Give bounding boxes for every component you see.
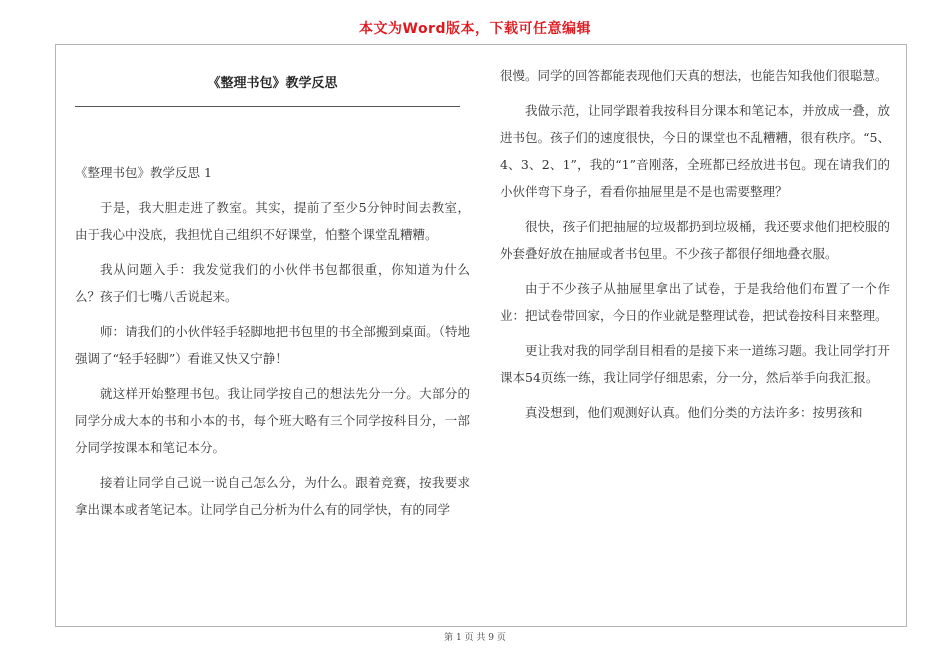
- paragraph: 很快，孩子们把抽屉的垃圾都扔到垃圾桶，我还要求他们把校服的外套叠好放在抽屉或者书包里。不少孩子都很仔细地叠衣服。: [500, 219, 890, 261]
- paragraph: 更让我对我的同学刮目相看的是接下来一道练习题。我让同学打开课本54页练一练，我让同学仔细思索，分一分，然后举手向我汇报。: [500, 343, 890, 385]
- paragraph: 于是，我大胆走进了教室。其实，提前了至少5分钟时间去教室，由于我心中没底，我担忧自己组织不好课堂，怕整个课堂乱糟糟。: [75, 200, 470, 242]
- paragraph: 真没想到，他们观测好认真。他们分类的方法许多：按男孩和: [525, 405, 863, 420]
- document-banner: 本文为Word版本，下载可任意编辑: [359, 21, 591, 37]
- paragraph: 很慢。同学的回答都能表现他们天真的想法，也能告知我他们很聪慧。: [500, 68, 888, 83]
- paragraph: 由于不少孩子从抽屉里拿出了试卷，于是我给他们布置了一个作业：把试卷带回家，今日的作业就是整理试卷，把试卷按科目来整理。: [500, 281, 890, 323]
- page-number: 第 1 页 共 9 页: [444, 633, 506, 643]
- paragraph: 我做示范，让同学跟着我按科目分课本和笔记本，并放成一叠，放进书包。孩子们的速度很快，今日的课堂也不乱糟糟，很有秩序。“5、4、3、2、1”，我的“1”音刚落，全班都已经放进书包。现在请我们的小伙伴弯下身子，看看你抽屉里是不是也需要整理？: [500, 103, 890, 199]
- paragraph: 就这样开始整理书包。我让同学按自己的想法先分一分。大部分的同学分成大本的书和小本的书，每个班大略有三个同学按科目分，一部分同学按课本和笔记本分。: [75, 386, 470, 455]
- section-heading: 《整理书包》教学反思 1: [75, 165, 212, 180]
- document-title: 《整理书包》教学反思: [207, 76, 338, 91]
- right-column: [500, 62, 890, 426]
- paragraph: 接着让同学自己说一说自己怎么分，为什么。跟着竞赛，按我要求拿出课本或者笔记本。让同学自己分析为什么有的同学快，有的同学: [75, 475, 470, 517]
- paragraph: 师：请我们的小伙伴轻手轻脚地把书包里的书全部搬到桌面。（特地强调了“轻手轻脚”）看谁又快又宁静！: [75, 324, 470, 366]
- paragraph: 我从问题入手：我发觉我们的小伙伴书包都很重，你知道为什么么？孩子们七嘴八舌说起来。: [75, 262, 470, 304]
- title-rule: [75, 106, 460, 107]
- left-column: [75, 62, 470, 523]
